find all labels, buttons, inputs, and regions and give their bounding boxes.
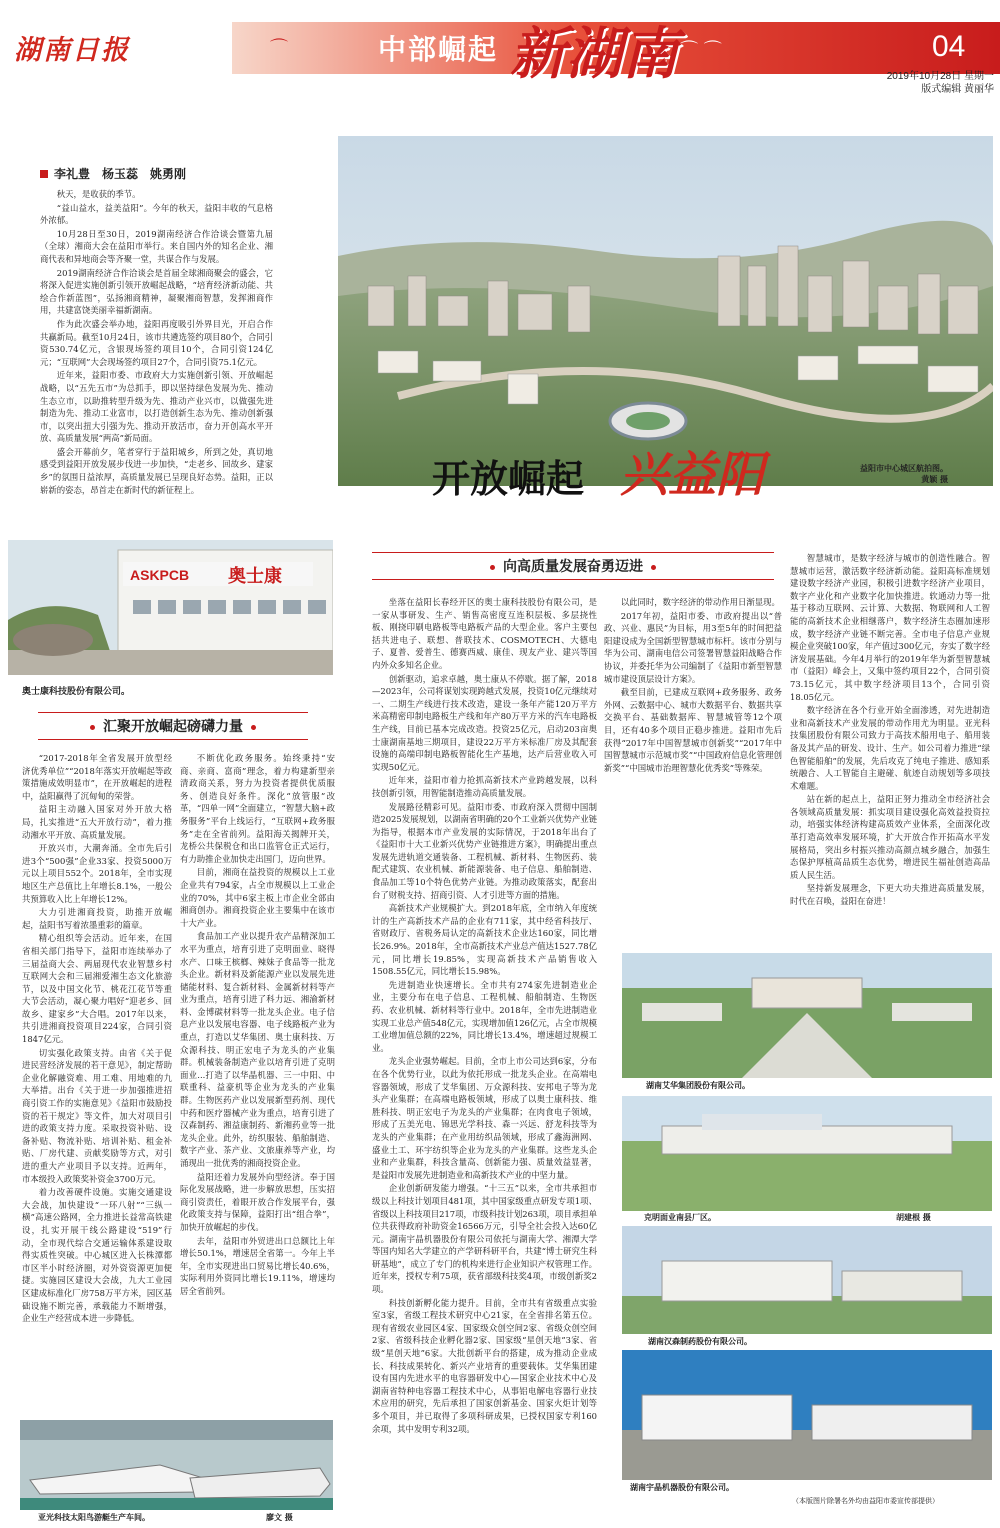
- aerial-photo: [338, 136, 993, 486]
- bullet-icon: [251, 725, 256, 730]
- paragraph: 坐落在益阳长春经开区的奥士康科技股份有限公司，是一家从事研发、生产、销售高密度互连积层板、多层挠性板、刚挠印刷电路板等电路板产品的大型企业。客户主要包括共进电子、联想、普联技术、COSMOTECH、大德电子、夏普、爱普生、德赛西威、康佳、现友产业、建兴等国内外众多知名企业。: [372, 597, 597, 670]
- paragraph: 近年来，益阳市着力抢抓高新技术产业跨越发展，以科技创新引领，用智能制造推动高质量发展。: [372, 775, 597, 798]
- headline-accent: 兴益阳: [620, 447, 765, 503]
- paragraph: 食品加工产业以提升农产品精深加工水平为重点，培育引进了克明面业、晓得水产、口味王槟榔、辣妹子食品等一批龙头企业。新材料及新能源产业以发展先进储能材料、复合新材料、金属新材料等产业为重点，培育引进了科力远、湘渝新材料、金博碳材料等一批龙头企业。电子信息产业以发展电容器、电子线路板产业为重点，打造以艾华集团、奥士康科技、万众源科技、明正宏电子为龙头的产业集群。机械装备制造产业以培育引进了克明面业...打造了以华晶机器、三一中阳、中联重科、益豪机等企业为龙头的产业集群。生物医药产业以发展新型药剂、现代中药和医疗器械产业为重点，培育引进了汉森制药、湘益康制药、新湘药业等一批龙头企业。此外，纺织服装、船舶制造、数字产业、茶产业、文旅康养等产业，均涌现出一批优秀的湘商投资企业。: [180, 931, 335, 1168]
- paragraph: 龙头企业强势崛起。目前，全市上市公司达到6家，分布在各个优势行业，以此为依托形成一批龙头企业。在高端电容器领域，形成了艾华集团、万众源科技、安邦电子等为龙头产业集群；在高端电路板领域，形成了以奥士康科技、维胜科技、明正宏电子为龙头的产业集群；在肉食电子领域，形成了五美光电、锦思光学科技、森一兴远、舒龙科技等为龙头的产业集群；在产业用纺织品领域，形成了鑫海洲网、盛业土工、环宇纺织等企业为龙头的产业集群。这些龙头企业和产业集群，科技含量高、创新能力强、质量效益显著，是益阳市发展先进制造业和高新技术产业的中坚力量。: [372, 1056, 597, 1180]
- hansen-caption: 湖南汉森制药股份有限公司。: [648, 1337, 752, 1346]
- photo-source-note: （本版图片除署名外均由益阳市委宣传部提供）: [792, 1497, 939, 1505]
- subhead-high-quality: [372, 552, 774, 580]
- subhead-text: 汇聚开放崛起磅礴力量: [103, 719, 243, 735]
- paragraph: 切实强化政策支持。由省《关于促进民营经济发展的若干意见》，制定帮助企业化解融资难、用工难、用地难的九大举措。出台《关于进一步加强推进招商引资工作的实施意见》《益阳市鼓励投资的若干规定》等文件，加大对项目引进的政策支持力度。采取投资补贴、设备补贴、物流补贴、培训补贴、租金补贴、厂房代建、贡献奖励等方式，对引进的重大产业项目予以支持。近两年，市本级投入政策奖补资金3700万元。: [22, 1047, 172, 1184]
- paragraph: 科技创新孵化能力提升。目前，全市共有省级重点实验室3家，省级工程技术研究中心21家，在全省排名第五位。现有省级农业园区4家、国家级众创空间2家、省级众创空间2家、省级科技企业孵化器2家、国家级“星创天地”3家、省级“星创天地”6家。大批创新平台的搭建，成为推动企业成长、科技成果转化、新兴产业培育的重要载体。艾华集团建设有国内先进水平的电容器研发中心—国家企业技术中心及湖南省特种电容器工程技术中心，从事铝电解电容器行业技术应用的研究，先后承担了国家创新基金、国家火炬计划等多个项目，并已取得了多项科研成果，已授权国家专利160余项，其中发明专利32项。: [372, 1297, 597, 1434]
- section-title: 中部崛起: [378, 33, 499, 66]
- aerial-city-image: [338, 136, 993, 486]
- square-bullet-icon: [40, 170, 48, 178]
- paragraph: 截至目前，已建成互联网+政务服务、政务外网、云数据中心、城市大数据平台、数据共享交换平台、基础数据库、智慧城管等12个项目，还有40多个项目正稳步推进。益阳市先后获得“2017年中国智慧城市创新奖”“2017年中国智慧城市示范城市奖”“中国政府信息化管理创新奖”“中国城市治理智慧化优秀奖”等殊荣。: [604, 687, 782, 773]
- paragraph: 近年来，益阳市委、市政府大力实施创新引领、开放崛起战略，以“五先五市”为总抓手，即以坚持绿色发展为先、推动生态立市，以助推转型升级为先、推动产业兴市，以做强先进制造为先、推动工业富市，以打造创新生态为先、推动创新强市，以突出扭大引强为先、推动开放活市，奋力开创高水平开放、高质量发展“两高”新局面。: [40, 370, 273, 444]
- paragraph: 不断优化政务服务。始终秉持“安商、亲商、富商”理念，着力构建新型亲清政商关系，努力为投资者提供优质服务、创造良好条件。深化“放管服”改革，“四单一网”全面建立，“智慧大脑+政务服务”平台上线运行，“互联网+政务服务”走在全省前列。益阳海关揭牌开关，龙桥公共保税仓和出口监管仓正式运行，有力助推企业加快走出国门，迈向世界。: [180, 753, 335, 864]
- subhead-opening-up: [38, 712, 308, 740]
- dateline: [876, 70, 994, 96]
- yujing-caption: 湖南宇晶机器股份有限公司。: [630, 1483, 734, 1492]
- yacht-credit: 廖文 摄: [266, 1513, 293, 1522]
- bullet-icon: [90, 725, 95, 730]
- paragraph: 先进制造业快速增长。全市共有274家先进制造业企业，主要分布在电子信息、工程机械、船舶制造、生物医药、农业机械、新材料等行业中。2018年，全市先进制造业实现工业总产值548亿元，实现增加值126亿元，占全市规模工业增加值总额的22%，同比增长13.4%，增速超过规模工业。: [372, 979, 597, 1053]
- paragraph: “2017-2018年全省发展开放型经济优秀单位”“2018年落实开放崛起等政策措施成效明显市”，在开放崛起的进程中，益阳赢得了沉甸甸的荣誉。: [22, 753, 172, 801]
- paragraph: 10月28日至30日，2019湖南经济合作洽谈会暨第九届（全球）湘商大会在益阳市举行。来自国内外的知名企业、湘商代表和异地商会等齐聚一堂，共谋合作与发展。: [40, 228, 273, 264]
- yujing-photo: [622, 1350, 992, 1480]
- paragraph: 益阳还着力发展外向型经济。奉于国际化发展战略，进一步解放思想，压实招商引资责任，着眼开放合作发展平台，强化政策支持与保障，益阳打出“组合拳”，加快开放崛起的步伐。: [180, 1171, 335, 1232]
- paragraph: 数字经济在各个行业开始全面渗透，对先进制造业和高新技术产业发展的带动作用尤为明显。亚光科技集团股份有限公司致力于高技术船用电子、船用装备及其产品的研发、设计、生产。如公司着力推进“绿色智能船舶”的发展，先后攻克了纯电子推进、感知系统融合、人工智能自主避碰、航迹自动规划等多项技术难题。: [790, 705, 990, 791]
- paragraph: 站在新的起点上，益阳正努力推动全市经济社会各领域高质量发展：抓实项目建设强化高效益投资拉动，培强实体经济构建高质效产业体系，全面深化改革打造高效率发展环境，扩大开放合作开拓高水平发展格局，突出乡村振兴推动高颜点城乡融合，加强生态保护厚植高品质生态优势，增进民生福祉创造高品质人民生活。: [790, 794, 990, 880]
- body-column-a1: [22, 752, 172, 1412]
- yacht-image: [20, 1420, 333, 1510]
- body-column-d: [790, 552, 990, 937]
- paragraph: 目前，湘商在益投资的规模以上工业企业共有794家，占全市规模以上工业企业的70%，其中6家主板上市企业全部由湘商创办。湘商投资企业主要集中在该市十大产业。: [180, 867, 335, 928]
- paragraph: 发展路径精彩可见。益阳市委、市政府深入贯彻中国制造2025发展规划，以湖南省明确的20个工业新兴优势产业链为指导，根据本市产业发展的实际情况，于2018年出台了《益阳市十大工业新兴优势产业链推进方案》，明确提出重点发展先进轨道交通装备、工程机械、新材料、生物医药、装配式建筑、农业机械、新能源装备、电子信息、船舶制造、食品加工等10个特色优势产业链。为推动政策落实，配套出台了财税支持、招商引资、人才引进等方面的措施。: [372, 801, 597, 900]
- aihua-photo: [622, 953, 992, 1078]
- paragraph: 智慧城市，是数字经济与城市的创造性融合。智慧城市运营，激活数字经济新动能。益阳高标准规划建设数字经济产业园，积极引进数字经济产业项目，数字产业化和产业数字化加快推进。软通动力等一批基于移动互联网、云计算、大数据、物联网和人工智能的高新技术企业相继落户，数字经济生态圈加速形成，数字经济产业链不断完善。全市电子信息产业规模企业突破100家，年产值过300亿元，夯实了数字经济发展基础。今年4月举行的2019年华为新型智慧城市（益阳）峰会上，又集中签约项目22个，合同引资73.15亿元，其中数字经济项目13个，合同引资18.05亿元。: [790, 553, 990, 702]
- bird-icon: ⌒: [270, 38, 288, 59]
- askpcb-photo: [8, 540, 333, 675]
- paragraph: “益山益水，益美益阳”。今年的秋天，益阳丰收的气息格外浓郁。: [40, 202, 273, 226]
- bird-icon: ⌒ ⌒: [680, 40, 722, 61]
- caption-text: 益阳市中心城区航拍图。: [860, 464, 948, 473]
- yujing-machinery-image: [622, 1350, 992, 1480]
- company-sign-askpcb: ASKPCB: [130, 567, 190, 583]
- paragraph: 企业创新研发能力增强。“十三五”以来，全市共承担市级以上科技计划项目481项，其中国家级重点研发专项1项、省级以上科技项目217项，市级科技计划263项，项目承担单位共获得政府补助资金16566万元，引导全社会投入达60亿元。湖南宇晶机器股份有限公司依托与湖南大学、湘潭大学等国内知名大学建立的产学研科研平台，共建“博士研究生科研基地”，成立了专门的机构来进行企业知识产权管理工作。近年来，授权专利75项，获省部级科技奖4项，市级创新奖2项。: [372, 1183, 597, 1295]
- aihua-caption: 湖南艾华集团股份有限公司。: [646, 1081, 750, 1090]
- author-names: 李礼豊 杨玉蕊 姚勇刚: [54, 167, 187, 181]
- bullet-icon: [490, 565, 495, 570]
- issue-date: 2019年10月28日 星期一: [886, 71, 994, 82]
- body-column-b: [372, 596, 597, 1516]
- factory-building-image: [8, 540, 333, 675]
- kemen-photo: [622, 1096, 992, 1211]
- bullet-icon: [651, 565, 656, 570]
- aerial-caption: [860, 463, 948, 485]
- kemen-credit: 胡建根 摄: [896, 1213, 931, 1222]
- paragraph: 大力引进湘商投资，助推开放崛起，益阳书写着浓墨重彩的篇章。: [22, 907, 172, 930]
- paper-logo: 湖南日报: [14, 35, 130, 66]
- paragraph: 以此同时，数字经济的带动作用日渐显现。: [620, 597, 780, 607]
- kemen-factory-image: [622, 1096, 992, 1211]
- paragraph: 开放兴市，大潮奔涌。全市先后引进3个“500强”企业33家、投资5000万元以上项目552个。2018年，全市实现地区生产总值比上年增长8.1%，一般公共预算收入比上年增长12%。: [22, 843, 172, 904]
- paragraph: 着力改善硬件设施。实施交通建设大会战，加快建设“一环八射”“三纵一横”高速公路网，全力推进长益常高铁建设，扎实开展干线公路建设“519”行动，全市现代综合交通运输体系建设取得实质性突破。中心城区进入长株潭都市区半小时经济圈，对外资资源更加便捷。实施园区建设大会战，九大工业园区建成标准化厂房758万平方米，园区基础设施不断完善，承载能力不断增强，企业生产经营成本进一步降低。: [22, 1187, 172, 1324]
- company-sign: 奥士康: [228, 566, 282, 587]
- yacht-caption: 亚光科技太阳鸟游艇生产车间。: [38, 1513, 150, 1522]
- paragraph: 2017年初，益阳市委、市政府提出以“普政、兴业、惠民”为目标，用3至5年的时间把益阳建设成为全国新型智慧城市标杆。该市分别与华为公司、湖南电信公司签署智慧益阳战略合作协议，并委托华为公司编制了《益阳市新型智慧城市建设顶层设计方案》。: [604, 610, 782, 684]
- paragraph: 精心组织等会活动。近年来，在国省相关部门指导下，益阳市连续举办了三届益商大会、两届现代农业智慧乡村互联网大会和三届湘爱湘生态文化旅游节，以及中国文化节、桃花江花节等重大节会活动，凝心聚力唱好“迎老乡、回故乡、建家乡”大合唱。2017年以来，共引进湘商投资项目224家，合同引资1847亿元。: [22, 933, 172, 1045]
- headline: 开放崛起: [432, 457, 585, 501]
- hansen-photo: [622, 1226, 992, 1334]
- aihua-campus-image: [622, 953, 992, 1078]
- paragraph: 秋天，是收获的季节。: [56, 189, 141, 199]
- hansen-pharma-image: [622, 1226, 992, 1334]
- paragraph: 创新驱动，追求卓越，奥士康从不停歇。据了解，2018—2023年，公司将谋划实现跨越式发展，投资10亿元继续对一、二期生产线进行技术改造，建设一条年产能120万平方米高精密印制电路板生产线和年产80万平方米的汽车电路板生产线，目前已基本完成改造。投资25亿元，启动203亩奥士康湖南基地三期项目，建设22万平方米标准厂房及其配套设施的高端印制电路板智能化生产基地，达产后营业收入可实现50亿元。: [372, 673, 597, 772]
- body-column-c1: [604, 596, 782, 926]
- intro-text: [40, 188, 273, 530]
- page-number: 04: [932, 30, 966, 63]
- paragraph: 盛会开幕前夕，笔者穿行于益阳城乡，所到之处，真切地感受到益阳开放发展步伐进一步加快，“走老乡、回故乡、建家乡”的氛围日益浓厚，高质量发展已呈现良好态势。益阳，正以崭新的姿态，昂首走在新时代的新征程上。: [40, 446, 273, 495]
- body-column-a2: [180, 752, 335, 1412]
- paragraph: 益阳主动融入国家对外开放大格局，扎实推进“五大开放行动”，着力推动湘水平开放、高质量发展。: [22, 804, 172, 840]
- photo-credit: 黄颖 摄: [921, 475, 948, 484]
- subhead-text: 向高质量发展奋勇迈进: [503, 559, 643, 575]
- section-accent: 新湖南: [510, 21, 678, 87]
- yacht-workshop-photo: [20, 1420, 333, 1510]
- paragraph: 作为此次盛会举办地，益阳再度吸引外界目光，开启合作共赢新局。截至10月24日，该市共遴选签约项目80个，合同引资530.74亿元，含银现场签约项目10个，合同引资124亿元；“互联网”大会现场签约项目27个，合同引资75.1亿元。: [40, 318, 273, 367]
- paragraph: 去年，益阳市外贸进出口总额比上年增长50.1%，增速居全省第一。今年上半年，全市实现进出口贸易比增长40.6%，实际利用外资同比增长19.11%，增速均居全省前列。: [180, 1235, 335, 1296]
- editor-credit: 版式编辑 黄丽华: [921, 84, 994, 95]
- paragraph: 坚持新发展理念，下更大功夫推进高质量发展，时代在召唤，益阳在奋进！: [790, 883, 990, 907]
- paragraph: 2019湖南经济合作洽谈会是首届全球湘商聚会的盛会，它将深入促进实施创新引领开放崛起战略，“培育经济新动能、共绘合作新蓝图”，弘扬湘商精神，凝聚湘商智慧，发挥湘商作用，共建富饶美丽幸福新湖南。: [40, 267, 273, 316]
- paragraph: 高新技术产业规模扩大。到2018年底，全市纳入年度统计的生产高新技术产品的企业有711家，其中经省科技厅、省财政厅、省税务局认定的高新技术企业达160家，同比增长26.9%。2018年，全市高新技术产业总产值达1527.78亿元，同比增长19.85%，实现高新技术产品销售收入1508.55亿元，同比增长15.98%。: [372, 903, 597, 977]
- kemen-caption: 克明面业南县厂区。: [644, 1213, 716, 1222]
- askpcb-caption: 奥士康科技股份有限公司。: [22, 687, 131, 697]
- byline: [40, 165, 186, 182]
